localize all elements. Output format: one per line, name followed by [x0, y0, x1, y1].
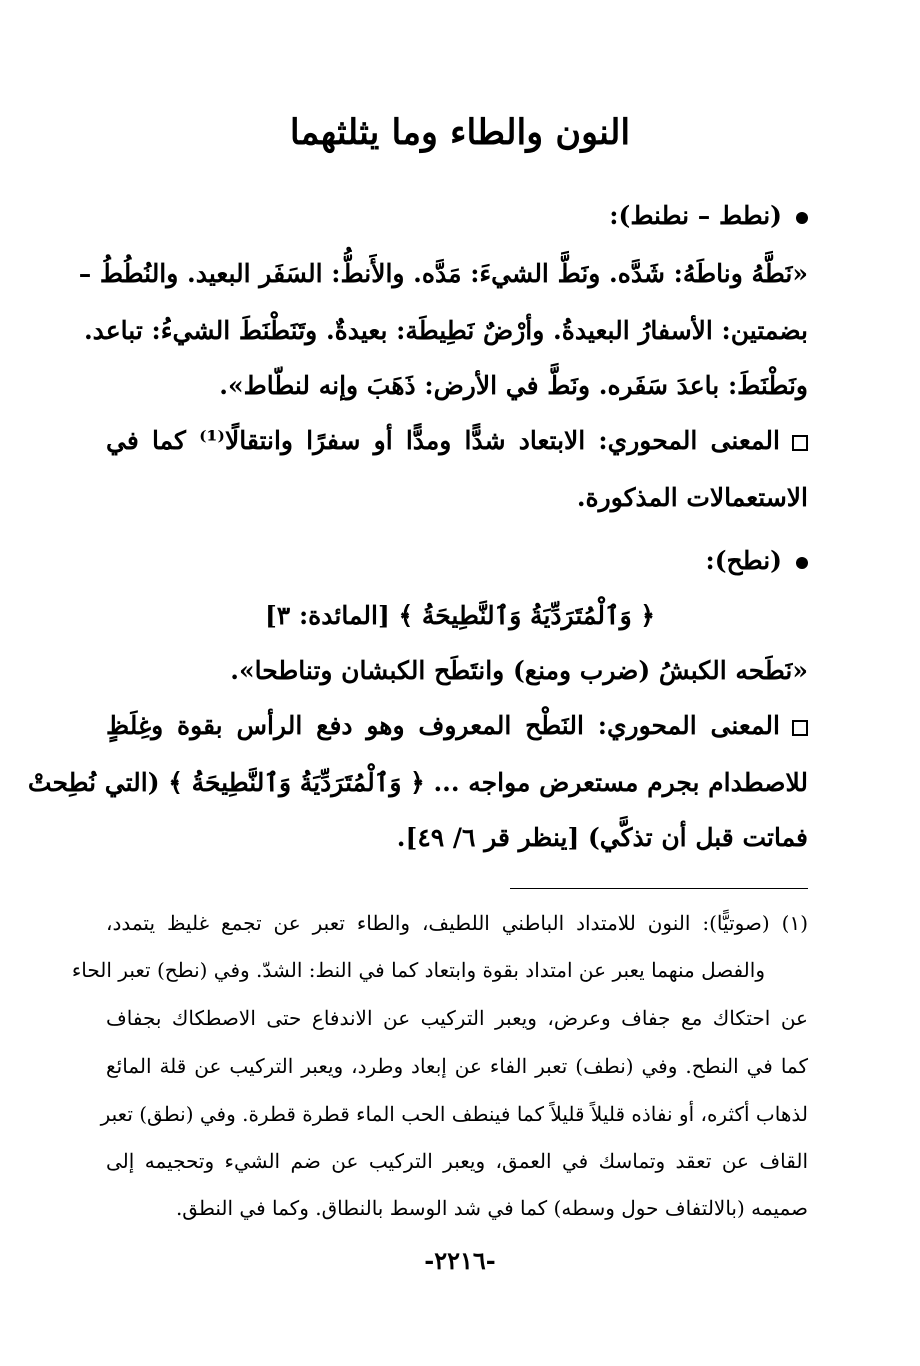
entry-line: «نَطَّهُ وناطَهُ: شَدَّه. ونَطَّ الشيءَ: مَدَّه. والأَنطُّ: السَفَر البعيد. والنُطُطُ –	[78, 259, 808, 288]
square-box-icon	[792, 435, 808, 451]
meaning-line: الاستعمالات المذكورة.	[576, 483, 808, 512]
footnote-line: القاف عن تعقد وتماسك في العمق، ويعبر التركيب عن ضم الشيء وتحجيمه إلى	[106, 1149, 808, 1173]
footnote-line: صميمه (بالالتفاف حول وسطه) كما في شد الوسط بالنطاق. وكما في النطق.	[175, 1196, 808, 1220]
footnote-line: (١) (صوتيًّا): النون للامتداد الباطني اللطيف، والطاء تعبر عن تجمع غليظ يتمدد،	[106, 911, 808, 935]
bullet-icon	[796, 212, 808, 224]
meaning-line: للاصطدام بجرم مستعرض مواجه ... ﴿ وَٱلْمُتَرَدِّيَةُ وَٱلنَّطِيحَةُ ﴾ (التي نُطِحتْ	[27, 768, 808, 797]
footnote-separator	[510, 888, 808, 889]
footnote-line: لذهاب أكثره، أو نفاذه قليلاً قليلاً كما فينطف الحب الماء قطرة قطرة. وفي (نطق) تعبر	[100, 1102, 808, 1126]
section-heading	[106, 545, 808, 578]
meaning-line	[106, 710, 808, 743]
footnote-line: والفصل منهما يعبر عن امتداد بقوة وابتعاد كما في النط: الشدّ. وفي (نطح) تعبر الحاء	[71, 958, 765, 982]
entry-line: «نَطَحه الكبشُ (ضرب ومنع) وانتَطَح الكبشان وتناطحا».	[230, 656, 808, 685]
entry-line: ونَطْنَطَ: باعدَ سَفَره. ونَطَّ في الأرض: ذَهَبَ وإنه لنطّاط».	[219, 371, 808, 400]
quran-verse: ﴿ وَٱلْمُتَرَدِّيَةُ وَٱلنَّطِيحَةُ ﴾ [المائدة: ٣]	[264, 601, 656, 630]
section-heading	[106, 200, 808, 233]
meaning-line	[106, 425, 808, 458]
footnote-line: كما في النطح. وفي (نطف) تعبر الفاء عن إبعاد وطرد، ويعبر التركيب عن قلة المائع	[106, 1054, 808, 1078]
meaning-text: المعنى المحوري: النَطْح المعروف وهو دفع الرأس بقوة وغِلَظٍ	[106, 711, 780, 740]
square-box-icon	[792, 720, 808, 736]
section-heading-text: (نطط – نطنط):	[609, 201, 782, 230]
meaning-line: فماتت قبل أن تذكَّي) [ينظر قر ٦/ ٤٩].	[396, 823, 808, 852]
section-heading-text: (نطح):	[705, 546, 782, 575]
meaning-text: المعنى المحوري: الابتعاد شدًّا ومدًّا أو سفرًا وانتقالًا⁽¹⁾ كما في	[106, 426, 780, 455]
page-title: النون والطاء وما يثلثهما	[289, 112, 631, 153]
entry-line: بضمتين: الأسفارُ البعيدةُ. وأرْضٌ نَطِيطَة: بعيدةٌ. وتَنَطْنَطَ الشيءُ: تباعد.	[83, 316, 808, 345]
bullet-icon	[796, 557, 808, 569]
page-number: -٢٢١٦-	[424, 1246, 496, 1275]
footnote-line: عن احتكاك مع جفاف وعرض، ويعبر التركيب عن الاندفاع حتى الاصطكاك بجفاف	[106, 1006, 808, 1030]
